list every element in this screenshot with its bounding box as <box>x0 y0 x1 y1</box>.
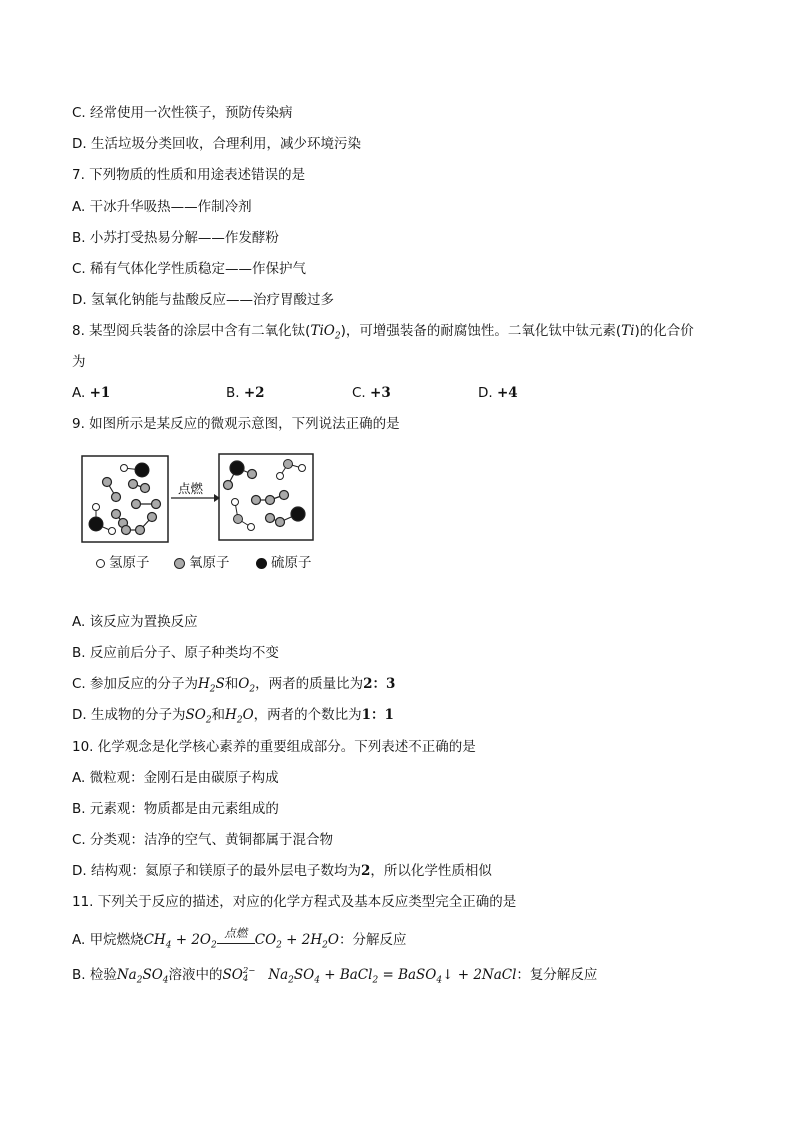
reaction-diagram <box>78 450 318 550</box>
q8-option-d: D. +4 <box>478 385 518 401</box>
option-line: A. 甲烷燃烧$CH_4 + 2O_2$ 点燃 $CO_2 + 2H_2O$：分解反应 <box>72 926 407 951</box>
option-line: A. 该反应为置换反应 <box>72 614 198 630</box>
option-line: C. 稀有气体化学性质稳定——作保护气 <box>72 261 307 277</box>
legend-sulfur: 硫原子 <box>256 554 312 572</box>
question-8-cont: 为 <box>72 354 86 370</box>
option-line: B. 小苏打受热易分解——作发酵粉 <box>72 230 279 246</box>
option-line: D. 生成物的分子为$SO_2$和$H_2O$，两者的个数比为1：1 <box>72 707 394 726</box>
option-line: D. 氢氧化钠能与盐酸反应——治疗胃酸过多 <box>72 292 334 308</box>
question-10: 10. 化学观念是化学核心素养的重要组成部分。下列表述不正确的是 <box>72 739 476 755</box>
q8-option-b: B. +2 <box>226 385 265 401</box>
oxygen-dot <box>174 558 185 569</box>
option-line: C. 经常使用一次性筷子，预防传染病 <box>72 105 293 121</box>
option-line: D. 结构观：氦原子和镁原子的最外层电子数均为2，所以化学性质相似 <box>72 863 492 879</box>
option-line: D. 生活垃圾分类回收，合理利用，减少环境污染 <box>72 136 361 152</box>
option-line: C. 参加反应的分子为$H_2S$和$O_2$，两者的质量比为2：3 <box>72 676 396 695</box>
option-line: A. 干冰升华吸热——作制冷剂 <box>72 199 252 215</box>
reaction-condition: 点燃 <box>217 934 255 944</box>
question-11: 11. 下列关于反应的描述，对应的化学方程式及基本反应类型完全正确的是 <box>72 894 517 910</box>
legend-hydrogen: 氢原子 <box>96 554 150 572</box>
question-8: 8. 某型阅兵装备的涂层中含有二氧化钛(TiO$_2$)，可增强装备的耐腐蚀性。二氧化钛中钛元素(Ti)的化合价 <box>72 323 694 342</box>
option-line: B. 反应前后分子、原子种类均不变 <box>72 645 279 661</box>
option-line: A. 微粒观：金刚石是由碳原子构成 <box>72 770 279 786</box>
option-line: C. 分类观：洁净的空气、黄铜都属于混合物 <box>72 832 334 848</box>
option-line: B. 元素观：物质都是由元素组成的 <box>72 801 279 817</box>
q8-option-c: C. +3 <box>352 385 391 401</box>
arrow-label: 点燃 <box>178 481 204 496</box>
q8-option-a: A. +1 <box>72 385 111 401</box>
option-line: B. 检验$Na_2SO_4$溶液中的SO 2− 4 $Na_2SO_4$ + BaCl$_2$ = BaSO$_4$↓ + 2NaCl：复分解反应 <box>72 966 598 986</box>
sulfur-dot <box>256 558 267 569</box>
hydrogen-dot <box>96 559 105 568</box>
legend-oxygen: 氧原子 <box>174 554 230 572</box>
question-7: 7. 下列物质的性质和用途表述错误的是 <box>72 167 306 183</box>
question-9: 9. 如图所示是某反应的微观示意图，下列说法正确的是 <box>72 416 400 432</box>
